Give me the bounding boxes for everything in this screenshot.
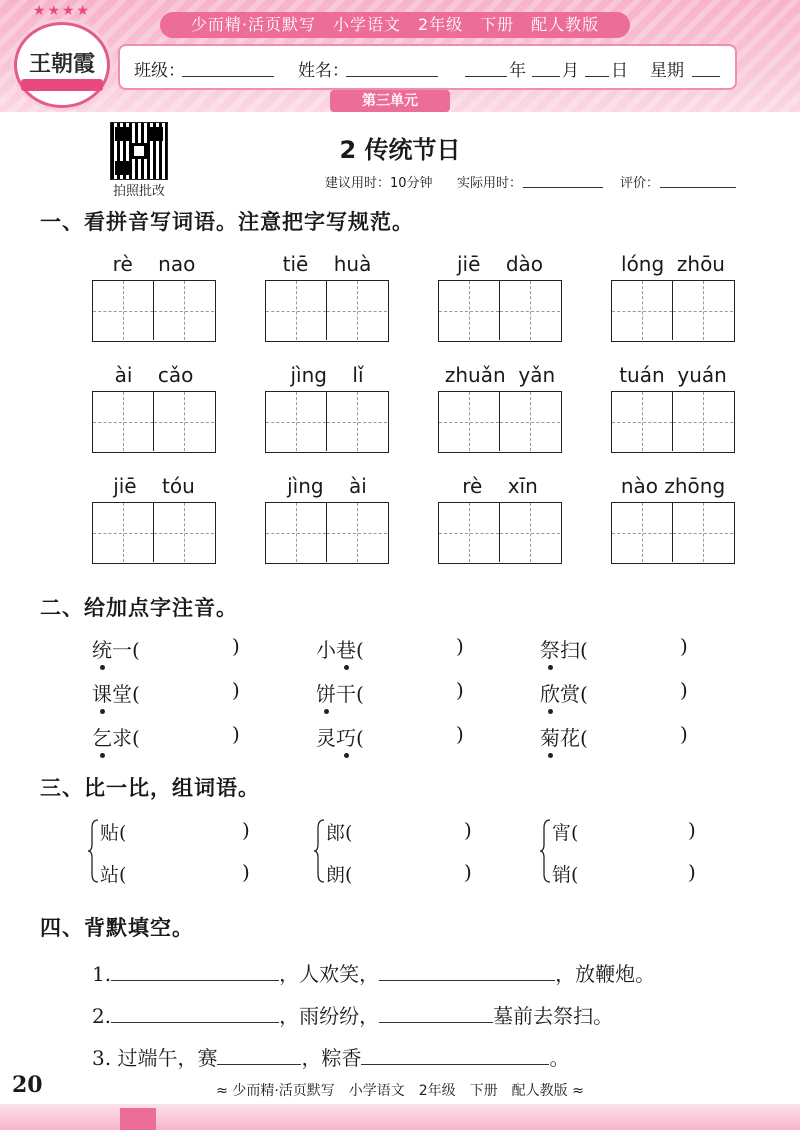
- writing-grid[interactable]: [265, 280, 389, 342]
- year-field[interactable]: [465, 76, 507, 77]
- close-paren: ): [464, 818, 472, 842]
- month-label: 月: [562, 61, 579, 81]
- dotted-char: 乞: [92, 722, 112, 751]
- pinyin-text: jiē dào: [456, 252, 544, 276]
- annotate-item: 灵巧(: [316, 722, 364, 751]
- close-paren: ): [232, 722, 240, 746]
- suggested-time: 建议用时：10分钟: [325, 176, 433, 191]
- brace-icon: [314, 818, 326, 884]
- close-paren: ): [680, 634, 688, 658]
- pinyin-text: rè nao: [112, 252, 196, 276]
- close-paren: ): [456, 678, 464, 702]
- pinyin-text: rè xīn: [462, 474, 538, 498]
- class-label: 班级：: [134, 61, 185, 81]
- pinyin-text: jìng lǐ: [290, 363, 364, 387]
- annotate-item: 祭扫(: [540, 634, 588, 663]
- weekday-label: 星期: [650, 61, 684, 81]
- rating-label: 评价：: [620, 176, 660, 191]
- annotate-item: 乞求(: [92, 722, 140, 751]
- writing-grid[interactable]: [611, 391, 735, 453]
- rating-field[interactable]: [660, 187, 736, 188]
- writing-grid[interactable]: [438, 391, 562, 453]
- qr-code-icon[interactable]: [110, 122, 168, 180]
- dotted-char: 课: [92, 678, 112, 707]
- logo-text: 王朝霞: [28, 51, 95, 77]
- pinyin-text: zhuǎn yǎn: [444, 363, 556, 387]
- writing-grid[interactable]: [92, 391, 216, 453]
- pinyin-text: nào zhōng: [620, 474, 726, 498]
- close-paren: ): [680, 722, 688, 746]
- writing-grid[interactable]: [611, 280, 735, 342]
- pinyin-text: tiē huà: [282, 252, 372, 276]
- writing-grid[interactable]: [92, 280, 216, 342]
- dotted-char: 饼: [316, 678, 336, 707]
- close-paren: ): [242, 818, 250, 842]
- close-paren: ): [456, 634, 464, 658]
- close-paren: ): [688, 818, 696, 842]
- close-paren: ): [688, 860, 696, 884]
- annotate-item: 饼干(: [316, 678, 364, 707]
- pinyin-text: lóng zhōu: [621, 252, 725, 276]
- day-field[interactable]: [585, 76, 609, 77]
- class-field[interactable]: [182, 76, 274, 77]
- pinyin-text: jiē tóu: [113, 474, 195, 498]
- compare-char: 销(: [552, 864, 579, 886]
- annotate-item: 课堂(: [92, 678, 140, 707]
- footer-series: ≈ 少而精·活页默写 小学语文 2年级 下册 配人教版 ≈: [216, 1083, 584, 1099]
- footer-band: [0, 1104, 800, 1130]
- name-label: 姓名：: [298, 61, 349, 81]
- annotate-item: 统一(: [92, 634, 140, 663]
- close-paren: ): [680, 678, 688, 702]
- lesson-title: 2 传统节日: [339, 136, 461, 164]
- dotted-char: 巷: [336, 634, 356, 663]
- writing-grid[interactable]: [438, 280, 562, 342]
- recite-line-2: 2. ，雨纷纷， 墓前去祭扫。: [92, 1004, 614, 1028]
- page-number: 20: [12, 1072, 43, 1098]
- qr-label: 拍照批改: [112, 184, 165, 199]
- answer-blank[interactable]: [217, 1046, 301, 1065]
- close-paren: ): [242, 860, 250, 884]
- writing-grid[interactable]: [438, 502, 562, 564]
- day-label: 日: [611, 61, 628, 81]
- dotted-char: 祭: [540, 634, 560, 663]
- compare-char: 贴(: [100, 822, 127, 844]
- logo-ribbon: [21, 79, 103, 91]
- compare-char: 朗(: [326, 864, 353, 886]
- pinyin-text: jìng ài: [287, 474, 367, 498]
- recite-line-3: 3. 过端午，赛 ，粽香 。: [92, 1046, 570, 1070]
- month-field[interactable]: [532, 76, 560, 77]
- answer-blank[interactable]: [111, 1004, 279, 1023]
- writing-grid[interactable]: [611, 502, 735, 564]
- close-paren: ): [232, 634, 240, 658]
- close-paren: ): [456, 722, 464, 746]
- section1-title: 一、看拼音写词语。注意把字写规范。: [40, 210, 414, 234]
- close-paren: ): [464, 860, 472, 884]
- actual-time-label: 实际用时：: [457, 176, 523, 191]
- close-paren: ): [232, 678, 240, 702]
- section3-title: 三、比一比，组词语。: [40, 776, 260, 800]
- series-title: 少而精·活页默写 小学语文 2年级 下册 配人教版: [160, 12, 630, 38]
- writing-grid[interactable]: [265, 502, 389, 564]
- brace-icon: [88, 818, 100, 884]
- section2-title: 二、给加点字注音。: [40, 596, 238, 620]
- section4-title: 四、背默填空。: [40, 916, 194, 940]
- dotted-char: 巧: [336, 722, 356, 751]
- compare-char: 宵(: [552, 822, 579, 844]
- answer-blank[interactable]: [111, 962, 279, 981]
- actual-time-field[interactable]: [523, 187, 603, 188]
- dotted-char: 菊: [540, 722, 560, 751]
- page-header: [0, 0, 800, 112]
- unit-tag: 第三单元: [330, 90, 450, 112]
- annotate-item: 小巷(: [316, 634, 364, 663]
- name-field[interactable]: [346, 76, 438, 77]
- annotate-item: 菊花(: [540, 722, 588, 751]
- annotate-item: 欣赏(: [540, 678, 588, 707]
- dotted-char: 统: [92, 634, 112, 663]
- answer-blank[interactable]: [379, 962, 555, 981]
- writing-grid[interactable]: [265, 391, 389, 453]
- publisher-logo: [14, 3, 110, 108]
- logo-stars-icon: ★★★★: [32, 3, 92, 19]
- writing-grid[interactable]: [92, 502, 216, 564]
- dotted-char: 欣: [540, 678, 560, 707]
- weekday-field[interactable]: [692, 76, 720, 77]
- pinyin-text: tuán yuán: [619, 363, 727, 387]
- student-info-box: [118, 44, 737, 90]
- recite-line-1: 1. ，人欢笑， ，放鞭炮。: [92, 962, 656, 986]
- year-label: 年: [509, 61, 526, 81]
- answer-blank[interactable]: [379, 1004, 493, 1023]
- compare-char: 郎(: [326, 822, 353, 844]
- answer-blank[interactable]: [361, 1046, 549, 1065]
- brace-icon: [540, 818, 552, 884]
- compare-char: 站(: [100, 864, 127, 886]
- pinyin-text: ài cǎo: [114, 363, 194, 387]
